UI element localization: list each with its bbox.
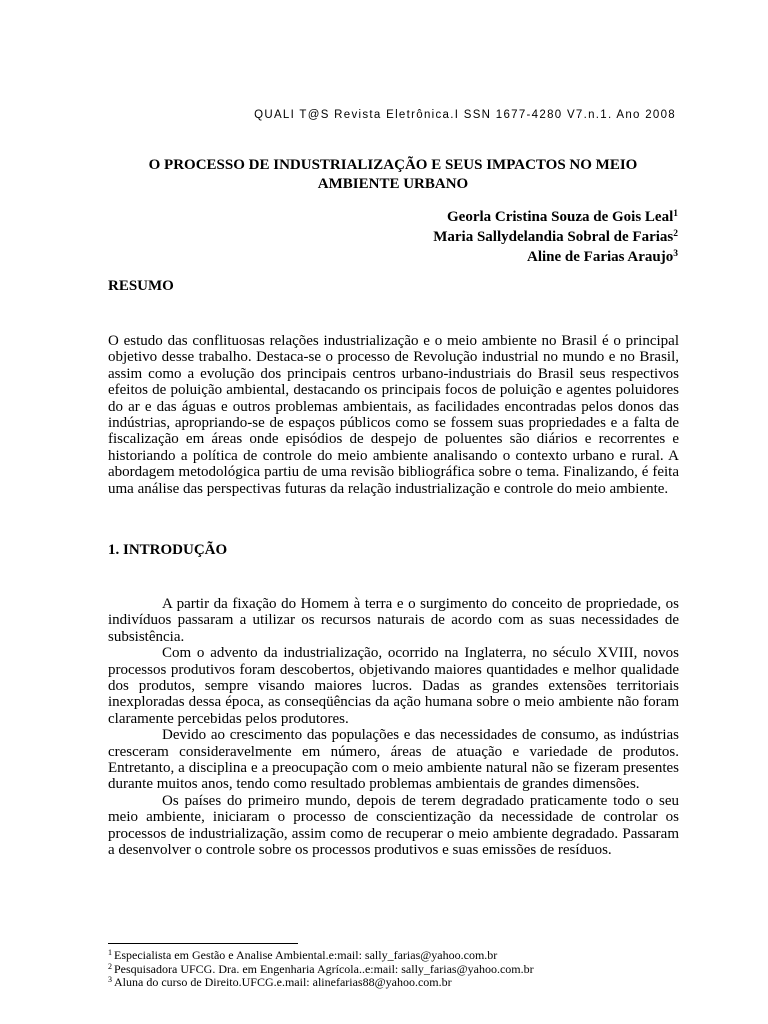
footnote-text: Pesquisadora UFCG. Dra. em Engenharia Agrícola..e:mail: sally_farias@yahoo.com.br <box>114 961 534 976</box>
author-line <box>108 247 678 267</box>
author-name: Maria Sallydelandia Sobral de Farias <box>433 229 674 245</box>
footnote-separator <box>108 943 298 944</box>
footnote-marker: 2 <box>673 229 678 239</box>
footnote-marker: 1 <box>673 209 678 219</box>
abstract-text: O estudo das conflituosas relações industrialização e o meio ambiente no Brasil é o principal objetivo desse trabalho. Destaca-se o processo de Revolução industrial no mundo e no Brasil, assim como a evolução dos principais centros urbano-industriais do Brasil seus respectivos efeitos de poluição ambiental, destacando os principais focos de poluição e agentes poluidores do ar e das águas e outros problemas ambientais, as facilidades encontradas pelos donos das indústrias, apropriando-se de espaços públicos como se fossem suas propriedades e a falta de fiscalização em áreas onde episódios de despejo de poluentes são diários e recorrentes e historiando a política de controle do meio ambiente analisando o contexto urbano e rural. A abordagem metodológica partiu de uma revisão bibliográfica sobre o tema. Finalizando, é feita uma análise das perspectivas futuras da relação industrialização e controle do meio ambiente. <box>108 333 679 497</box>
body-paragraph: Os países do primeiro mundo, depois de terem degradado praticamente todo o seu meio ambiente, iniciaram o processo de conscientização da necessidade de controlar os processos de industrialização, assim como de recuperar o meio ambiente degradado. Passaram a desenvolver o controle sobre os processos produtivos e suas emissões de resíduos. <box>108 792 679 859</box>
author-name: Aline de Farias Araujo <box>527 249 674 265</box>
author-name: Georla Cristina Souza de Gois Leal <box>447 209 674 225</box>
introduction-body <box>108 596 679 859</box>
footnotes <box>108 949 679 990</box>
footnote-text: Especialista em Gestão e Analise Ambiental.e:mail: sally_farias@yahoo.com.br <box>114 948 498 962</box>
introduction-heading: 1. INTRODUÇÃO <box>108 542 228 558</box>
journal-header: QUALI T@S Revista Eletrônica.I SSN 1677-4280 V7.n.1. Ano 2008 <box>254 109 676 121</box>
author-line <box>108 227 678 247</box>
body-paragraph: Com o advento da industrialização, ocorrido na Inglaterra, no século XVIII, novos processos produtivos foram descobertos, objetivando maiores quantidades e melhor qualidade dos produtos, sempre visando maiores lucros. Dadas as grandes extensões territoriais inexploradas dessa época, as conseqüências da ação humana sobre o meio ambiente não foram claramente percebidas pelos produtores. <box>108 645 679 727</box>
footnote-item <box>108 963 679 977</box>
author-line <box>108 207 678 227</box>
footnote-mark: 2 <box>108 961 112 971</box>
footnote-item <box>108 976 679 990</box>
footnote-marker: 3 <box>673 249 678 259</box>
footnote-mark: 1 <box>108 948 112 957</box>
footnote-mark: 3 <box>108 975 112 984</box>
author-list <box>108 207 678 267</box>
footnote-text: Aluna do curso de Direito.UFCG.e.mail: alinefarias88@yahoo.com.br <box>114 975 452 989</box>
resumo-heading: RESUMO <box>108 278 174 294</box>
body-paragraph: A partir da fixação do Homem à terra e o surgimento do conceito de propriedade, os indivíduos passaram a utilizar os recursos naturais de acordo com as suas necessidades de subsistência. <box>108 596 679 645</box>
paper-title: O PROCESSO DE INDUSTRIALIZAÇÃO E SEUS IMPACTOS NO MEIO AMBIENTE URBANO <box>148 157 638 192</box>
footnote-item <box>108 949 679 963</box>
body-paragraph: Devido ao crescimento das populações e das necessidades de consumo, as indústrias cresceram consideravelmente em número, áreas de atuação e variedade de produtos. Entretanto, a disciplina e a preocupação com o meio ambiente natural não se fizeram presentes durante muitos anos, tendo como resultado problemas ambientais de grandes dimensões. <box>108 727 679 793</box>
